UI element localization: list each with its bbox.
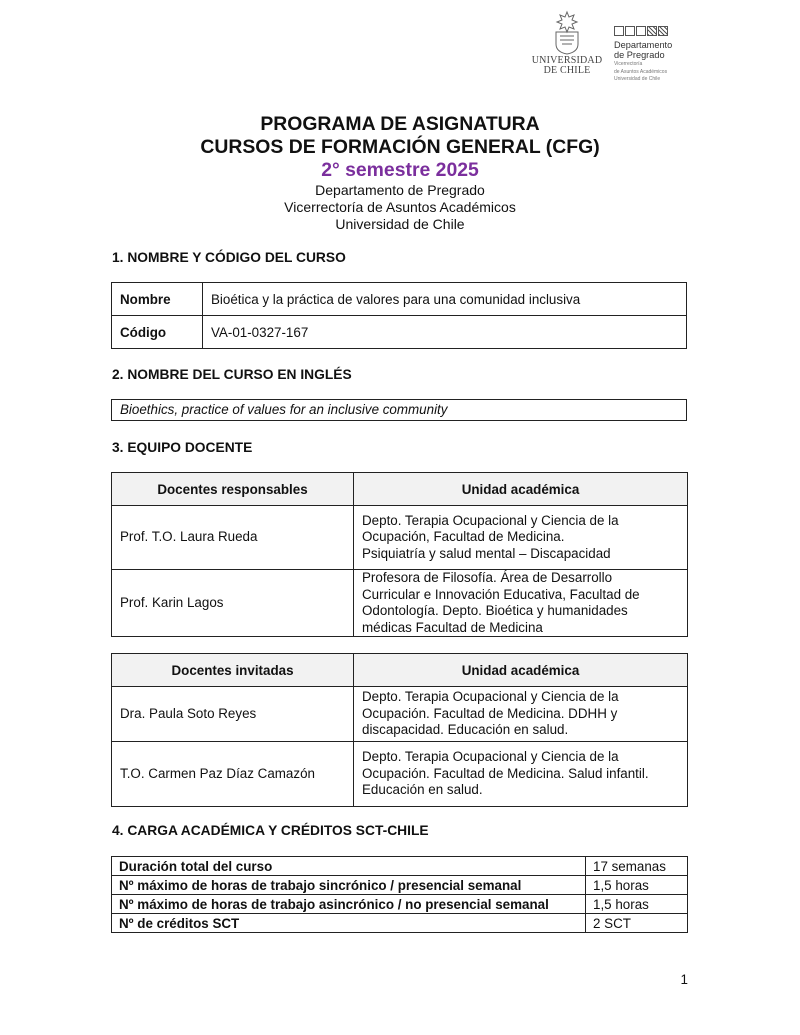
dept-logo-sub-2: de Asuntos Académicos <box>614 68 668 75</box>
document-title-block <box>0 113 800 233</box>
codigo-value: VA-01-0327-167 <box>203 316 687 349</box>
vicerrectoria-name: Vicerrectoría de Asuntos Académicos <box>284 199 516 215</box>
docente-unit <box>354 570 688 637</box>
carga-value: 2 SCT <box>586 914 688 933</box>
table-row <box>112 316 687 349</box>
carga-label: Nº máximo de horas de trabajo sincrónico / presencial semanal <box>112 876 586 895</box>
unit-line: Profesora de Filosofía. Área de Desarrollo <box>362 570 613 585</box>
carga-label: Duración total del curso <box>112 857 586 876</box>
nombre-label: Nombre <box>112 283 203 316</box>
unit-line: Educación en salud. <box>362 782 483 798</box>
table-row <box>112 876 688 895</box>
table-header-row <box>112 473 688 506</box>
docente-unit <box>354 742 688 807</box>
carga-label: Nº de créditos SCT <box>112 914 586 933</box>
unit-line: Ocupación, Facultad de Medicina. <box>362 529 565 545</box>
table-row <box>112 914 688 933</box>
unit-line: Ocupación. Facultad de Medicina. Salud infantil. <box>362 765 649 781</box>
table-row <box>112 857 688 876</box>
docente-name: Prof. Karin Lagos <box>112 570 354 637</box>
dept-logo-sub-1: Vicerrectoría <box>614 61 643 67</box>
docente-name: Dra. Paula Soto Reyes <box>112 687 354 742</box>
squares-icon <box>614 26 694 36</box>
document-title-line1: PROGRAMA DE ASIGNATURA <box>260 113 540 135</box>
table-row <box>112 283 687 316</box>
table-row <box>112 570 688 637</box>
dept-logo-title-2: de Pregrado <box>614 50 665 60</box>
unit-line: Psiquiatría y salud mental – Discapacidad <box>362 545 611 561</box>
departamento-pregrado-logo <box>614 26 694 83</box>
semester-label: 2° semestre 2025 <box>321 159 479 181</box>
course-name-table <box>111 282 687 349</box>
university-logo-text-1: UNIVERSIDAD <box>531 55 603 66</box>
unit-line: Depto. Terapia Ocupacional y Ciencia de la <box>362 512 619 528</box>
carga-academica-table <box>111 856 688 933</box>
docente-unit <box>354 687 688 742</box>
document-title-line2: CURSOS DE FORMACIÓN GENERAL (CFG) <box>200 136 600 158</box>
carga-value: 17 semanas <box>586 857 688 876</box>
docentes-invitadas-table <box>111 653 688 807</box>
docentes-responsables-table <box>111 472 688 637</box>
table-row <box>112 742 688 807</box>
codigo-label: Código <box>112 316 203 349</box>
dept-logo-sub-3: Universidad de Chile <box>614 76 661 83</box>
col-header-unidad-academica: Unidad académica <box>354 473 688 506</box>
page-number: 1 <box>680 972 688 987</box>
unit-line: discapacidad. Educación en salud. <box>362 722 569 738</box>
col-header-unidad-academica: Unidad académica <box>354 654 688 687</box>
table-row <box>112 687 688 742</box>
unit-line: Depto. Terapia Ocupacional y Ciencia de la <box>362 749 619 765</box>
section1-heading: 1. NOMBRE Y CÓDIGO DEL CURSO <box>112 250 346 265</box>
carga-label: Nº máximo de horas de trabajo asincrónico / no presencial semanal <box>112 895 586 914</box>
docente-name: T.O. Carmen Paz Díaz Camazón <box>112 742 354 807</box>
carga-value: 1,5 horas <box>586 876 688 895</box>
col-header-docentes-responsables: Docentes responsables <box>112 473 354 506</box>
unit-line: Depto. Terapia Ocupacional y Ciencia de la <box>362 689 619 705</box>
dept-logo-title-1: Departamento <box>614 40 673 50</box>
english-course-name: Bioethics, practice of values for an inclusive community <box>111 399 687 421</box>
section4-heading: 4. CARGA ACADÉMICA Y CRÉDITOS SCT-CHILE <box>112 823 429 838</box>
university-name: Universidad de Chile <box>335 216 465 232</box>
carga-value: 1,5 horas <box>586 895 688 914</box>
table-header-row <box>112 654 688 687</box>
universidad-de-chile-logo <box>530 10 604 76</box>
docente-unit <box>354 506 688 570</box>
unit-line: Curricular e Innovación Educativa, Facultad de <box>362 586 640 602</box>
unit-line: Ocupación. Facultad de Medicina. DDHH y <box>362 705 618 721</box>
dept-name: Departamento de Pregrado <box>315 182 485 198</box>
table-row <box>112 506 688 570</box>
unit-line: Odontología. Depto. Bioética y humanidades <box>362 603 628 619</box>
section2-heading: 2. NOMBRE DEL CURSO EN INGLÉS <box>112 367 352 382</box>
university-logo-text-2: DE CHILE <box>543 65 591 76</box>
docente-name: Prof. T.O. Laura Rueda <box>112 506 354 570</box>
nombre-value: Bioética y la práctica de valores para una comunidad inclusiva <box>203 283 687 316</box>
section3-heading: 3. EQUIPO DOCENTE <box>112 440 253 455</box>
unit-line: médicas Facultad de Medicina <box>362 619 543 635</box>
university-seal-icon <box>550 10 584 56</box>
col-header-docentes-invitadas: Docentes invitadas <box>112 654 354 687</box>
table-row <box>112 895 688 914</box>
